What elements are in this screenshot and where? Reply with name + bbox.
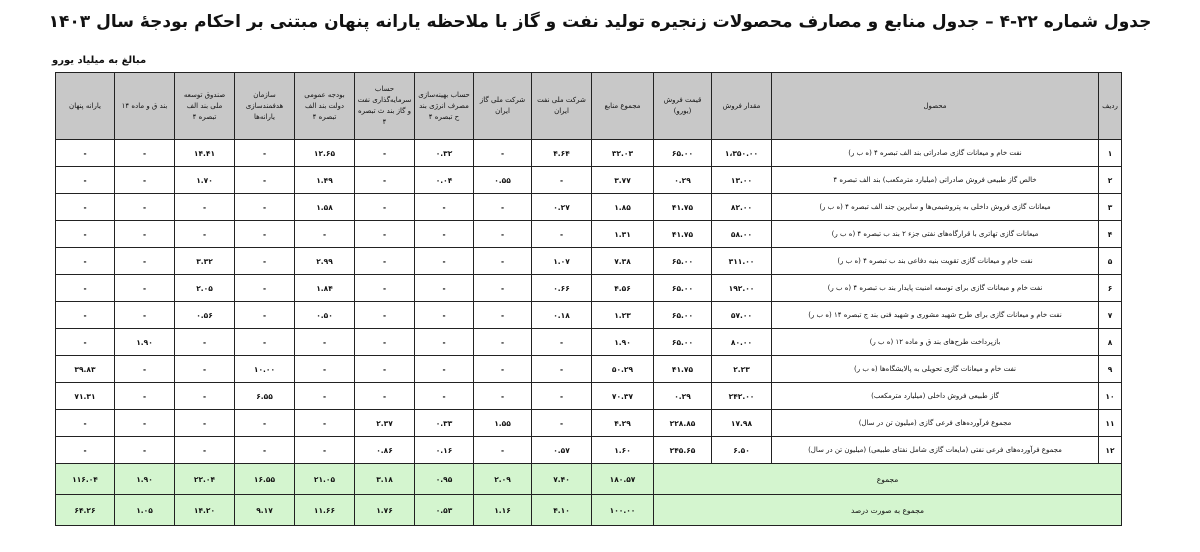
cell-price: ۶۵.۰۰ <box>654 329 712 356</box>
cell-targeted: - <box>235 140 295 167</box>
cell-budget: ۱.۸۴ <box>295 275 355 302</box>
cell-hidden: - <box>56 410 115 437</box>
table-row <box>56 140 1122 167</box>
cell-band-q: - <box>115 302 175 329</box>
cell-targeted: - <box>235 329 295 356</box>
cell-band-q: - <box>115 437 175 464</box>
cell-targeted: ۶.۵۵ <box>235 383 295 410</box>
cell-nioc: - <box>532 356 592 383</box>
cell-targeted: - <box>235 410 295 437</box>
col-header-energy-optimization: حساب بهینه‌سازی مصرف انرژی بند ح تبصره ۴ <box>415 73 474 140</box>
cell-ndf: - <box>175 221 235 248</box>
cell-product: نفت خام و میعانات گازی برای توسعه امنیت پایدار بند ب تبصره ۴ (ه ب ر) <box>772 275 1099 302</box>
cell-budget: ۱.۵۸ <box>295 194 355 221</box>
cell-nigc: - <box>474 329 532 356</box>
cell-product: خالص گاز طبیعی فروش صادراتی (میلیارد مترمکعب) بند الف تبصره ۴ <box>772 167 1099 194</box>
cell-total: ۵۰.۲۹ <box>592 356 654 383</box>
cell-optim: - <box>415 302 474 329</box>
page-title: جدول شماره ۲۲-۴ – جدول منابع و مصارف محصولات زنجیره تولید نفت و گاز با ملاحظه یارانه پنهان مبتنی بر احکام بودجهٔ سال ۱۴۰۳ <box>48 12 1152 32</box>
cell-nigc: - <box>474 356 532 383</box>
cell-no: ۱۱ <box>1099 410 1122 437</box>
cell-band-q: - <box>115 248 175 275</box>
col-header-sales-price: قیمت فروش (یورو) <box>654 73 712 140</box>
cell-budget: - <box>295 410 355 437</box>
cell-targeted: - <box>235 221 295 248</box>
table-row <box>56 167 1122 194</box>
cell-qty: ۱۹۲.۰۰ <box>712 275 772 302</box>
table-body <box>56 140 1122 526</box>
unit-label: مبالغ به میلیاد یورو <box>52 55 147 66</box>
cell-total: ۷۰.۳۷ <box>592 383 654 410</box>
cell-hidden: - <box>56 275 115 302</box>
cell-invest: - <box>355 356 415 383</box>
cell-optim: - <box>415 383 474 410</box>
cell-ndf: - <box>175 383 235 410</box>
total-cell-targeted: ۹.۱۷ <box>235 495 295 526</box>
cell-ndf: - <box>175 437 235 464</box>
cell-total: ۱.۹۰ <box>592 329 654 356</box>
cell-ndf: ۳.۳۲ <box>175 248 235 275</box>
cell-optim: - <box>415 275 474 302</box>
total-label: مجموع <box>654 464 1122 495</box>
cell-budget: - <box>295 329 355 356</box>
total-cell-total: ۱۸۰.۵۷ <box>592 464 654 495</box>
cell-budget: ۲.۹۹ <box>295 248 355 275</box>
table-row <box>56 221 1122 248</box>
table-row <box>56 410 1122 437</box>
cell-price: ۶۵.۰۰ <box>654 248 712 275</box>
total-cell-invest: ۳.۱۸ <box>355 464 415 495</box>
cell-qty: ۲۴۲.۰۰ <box>712 383 772 410</box>
cell-total: ۳۲.۰۳ <box>592 140 654 167</box>
cell-price: ۰.۲۹ <box>654 167 712 194</box>
cell-hidden: - <box>56 329 115 356</box>
col-header-nigc: شرکت ملی گاز ایران <box>474 73 532 140</box>
table-row <box>56 356 1122 383</box>
cell-nigc: ۱.۵۵ <box>474 410 532 437</box>
total-cell-nioc: ۷.۴۰ <box>532 464 592 495</box>
cell-nigc: - <box>474 140 532 167</box>
cell-hidden: - <box>56 302 115 329</box>
cell-nioc: - <box>532 410 592 437</box>
cell-total: ۱.۳۱ <box>592 221 654 248</box>
cell-nigc: - <box>474 302 532 329</box>
total-cell-invest: ۱.۷۶ <box>355 495 415 526</box>
cell-qty: ۱۷.۹۸ <box>712 410 772 437</box>
cell-targeted: - <box>235 302 295 329</box>
cell-no: ۱۲ <box>1099 437 1122 464</box>
cell-targeted: ۱۰.۰۰ <box>235 356 295 383</box>
cell-price: ۶۵.۰۰ <box>654 140 712 167</box>
total-cell-ndf: ۲۲.۰۴ <box>175 464 235 495</box>
cell-optim: - <box>415 221 474 248</box>
cell-nigc: - <box>474 221 532 248</box>
cell-ndf: - <box>175 194 235 221</box>
table-row <box>56 329 1122 356</box>
sources-uses-table <box>55 72 1122 526</box>
cell-total: ۴.۵۶ <box>592 275 654 302</box>
cell-qty: ۸۲.۰۰ <box>712 194 772 221</box>
cell-total: ۱.۸۵ <box>592 194 654 221</box>
cell-invest: - <box>355 221 415 248</box>
cell-hidden: - <box>56 437 115 464</box>
cell-no: ۷ <box>1099 302 1122 329</box>
cell-invest: ۰.۸۶ <box>355 437 415 464</box>
table-row <box>56 248 1122 275</box>
cell-no: ۹ <box>1099 356 1122 383</box>
total-cell-targeted: ۱۶.۵۵ <box>235 464 295 495</box>
cell-band-q: - <box>115 383 175 410</box>
col-header-product: محصول <box>772 73 1099 140</box>
total-cell-nioc: ۴.۱۰ <box>532 495 592 526</box>
total-row <box>56 495 1122 526</box>
table-row <box>56 194 1122 221</box>
cell-ndf: - <box>175 356 235 383</box>
cell-hidden: ۷۱.۳۱ <box>56 383 115 410</box>
cell-product: مجموع فرآورده‌های فرعی نفتی (مایعات گازی شامل نفتای طبیعی) (میلیون تن در سال) <box>772 437 1099 464</box>
cell-budget: ۱.۴۹ <box>295 167 355 194</box>
total-cell-optim: ۰.۹۵ <box>415 464 474 495</box>
cell-budget: - <box>295 221 355 248</box>
cell-invest: - <box>355 194 415 221</box>
total-cell-ndf: ۱۴.۲۰ <box>175 495 235 526</box>
cell-optim: ۰.۱۶ <box>415 437 474 464</box>
col-header-subsidy-org: سازمان هدفمندسازی یارانه‌ها <box>235 73 295 140</box>
cell-qty: ۵۷.۰۰ <box>712 302 772 329</box>
cell-qty: ۵۸.۰۰ <box>712 221 772 248</box>
cell-invest: - <box>355 302 415 329</box>
cell-nigc: - <box>474 194 532 221</box>
cell-price: ۴۱.۷۵ <box>654 194 712 221</box>
col-header-sales-qty: مقدار فروش <box>712 73 772 140</box>
cell-price: ۴۱.۷۵ <box>654 221 712 248</box>
cell-targeted: - <box>235 167 295 194</box>
table-row <box>56 302 1122 329</box>
cell-product: گاز طبیعی فروش داخلی (میلیارد مترمکعب) <box>772 383 1099 410</box>
cell-invest: - <box>355 329 415 356</box>
cell-invest: - <box>355 275 415 302</box>
cell-budget: ۰.۵۰ <box>295 302 355 329</box>
cell-targeted: - <box>235 275 295 302</box>
cell-no: ۳ <box>1099 194 1122 221</box>
table-row <box>56 437 1122 464</box>
col-header-band-q: بند ق و ماده ۱۴ <box>115 73 175 140</box>
header-row <box>56 73 1122 140</box>
cell-nioc: - <box>532 329 592 356</box>
cell-nioc: ۰.۶۶ <box>532 275 592 302</box>
cell-qty: ۱۳.۰۰ <box>712 167 772 194</box>
col-header-total-sources: مجموع منابع <box>592 73 654 140</box>
cell-nioc: ۰.۲۷ <box>532 194 592 221</box>
cell-price: ۰.۲۹ <box>654 383 712 410</box>
cell-qty: ۶.۵۰ <box>712 437 772 464</box>
cell-nigc: ۰.۵۵ <box>474 167 532 194</box>
cell-targeted: - <box>235 437 295 464</box>
cell-total: ۷.۳۸ <box>592 248 654 275</box>
cell-band-q: - <box>115 356 175 383</box>
table-row <box>56 383 1122 410</box>
cell-ndf: ۲.۰۵ <box>175 275 235 302</box>
cell-budget: - <box>295 383 355 410</box>
total-row <box>56 464 1122 495</box>
total-cell-optim: ۰.۵۳ <box>415 495 474 526</box>
total-cell-hidden: ۱۱۶.۰۴ <box>56 464 115 495</box>
cell-band-q: - <box>115 275 175 302</box>
cell-nioc: ۰.۵۷ <box>532 437 592 464</box>
cell-qty: ۸۰.۰۰ <box>712 329 772 356</box>
total-cell-nigc: ۱.۱۶ <box>474 495 532 526</box>
cell-no: ۱ <box>1099 140 1122 167</box>
cell-total: ۳.۷۷ <box>592 167 654 194</box>
cell-product: میعانات گازی فروش داخلی به پتروشیمی‌ها و سایرین جند الف تبصره ۴ (ه ب ر) <box>772 194 1099 221</box>
cell-targeted: - <box>235 194 295 221</box>
cell-product: مجموع فرآورده‌های فرعی گازی (میلیون تن در سال) <box>772 410 1099 437</box>
cell-nigc: - <box>474 248 532 275</box>
cell-optim: - <box>415 329 474 356</box>
total-label: مجموع به صورت درصد <box>654 495 1122 526</box>
col-header-row-number: ردیف <box>1099 73 1122 140</box>
cell-nigc: - <box>474 437 532 464</box>
cell-band-q: ۱.۹۰ <box>115 329 175 356</box>
cell-total: ۱.۲۳ <box>592 302 654 329</box>
col-header-oil-gas-investment: حساب سرمایه‌گذاری نفت و گاز بند ث تبصره ۴ <box>355 73 415 140</box>
cell-nigc: - <box>474 275 532 302</box>
cell-nioc: ۴.۶۴ <box>532 140 592 167</box>
cell-band-q: - <box>115 140 175 167</box>
cell-targeted: - <box>235 248 295 275</box>
total-cell-hidden: ۶۴.۲۶ <box>56 495 115 526</box>
cell-hidden: - <box>56 221 115 248</box>
cell-hidden: - <box>56 194 115 221</box>
cell-optim: - <box>415 194 474 221</box>
cell-invest: - <box>355 248 415 275</box>
cell-total: ۴.۲۹ <box>592 410 654 437</box>
total-cell-total: ۱۰۰.۰۰ <box>592 495 654 526</box>
cell-no: ۶ <box>1099 275 1122 302</box>
cell-optim: ۰.۰۴ <box>415 167 474 194</box>
cell-product: نفت خام و میعانات گازی برای طرح شهید مشوری و شهید فنی بند ج تبصره ۱۴ (ه ب ر) <box>772 302 1099 329</box>
cell-optim: - <box>415 356 474 383</box>
total-cell-nigc: ۲.۰۹ <box>474 464 532 495</box>
cell-band-q: - <box>115 221 175 248</box>
cell-invest: - <box>355 140 415 167</box>
cell-no: ۵ <box>1099 248 1122 275</box>
cell-band-q: - <box>115 167 175 194</box>
cell-hidden: - <box>56 140 115 167</box>
cell-product: بازپرداخت طرح‌های بند ق و ماده ۱۲ (ه ب ر) <box>772 329 1099 356</box>
cell-nioc: ۰.۱۸ <box>532 302 592 329</box>
cell-hidden: ۳۹.۸۳ <box>56 356 115 383</box>
cell-nioc: - <box>532 167 592 194</box>
cell-nioc: - <box>532 221 592 248</box>
cell-product: نفت خام و میعانات گازی تقویت بنیه دفاعی بند ب تبصره ۴ (ه ب ر) <box>772 248 1099 275</box>
cell-ndf: - <box>175 329 235 356</box>
cell-nioc: - <box>532 383 592 410</box>
cell-price: ۶۵.۰۰ <box>654 302 712 329</box>
col-header-ndf: صندوق توسعه ملی بند الف تبصره ۴ <box>175 73 235 140</box>
total-cell-budget: ۱۱.۶۶ <box>295 495 355 526</box>
cell-total: ۱.۶۰ <box>592 437 654 464</box>
cell-hidden: - <box>56 167 115 194</box>
cell-no: ۲ <box>1099 167 1122 194</box>
cell-product: میعانات گازی تهاتری با قرارگاه‌های نفتی جزء ۲ بند ب تبصره ۴ (ه ب ر) <box>772 221 1099 248</box>
cell-ndf: - <box>175 410 235 437</box>
cell-ndf: ۱.۷۰ <box>175 167 235 194</box>
cell-optim: - <box>415 248 474 275</box>
cell-price: ۲۴۵.۶۵ <box>654 437 712 464</box>
cell-hidden: - <box>56 248 115 275</box>
cell-optim: ۰.۳۲ <box>415 140 474 167</box>
cell-nigc: - <box>474 383 532 410</box>
cell-band-q: - <box>115 410 175 437</box>
col-header-hidden-subsidy: یارانه پنهان <box>56 73 115 140</box>
cell-no: ۱۰ <box>1099 383 1122 410</box>
cell-qty: ۲.۲۳ <box>712 356 772 383</box>
cell-budget: - <box>295 356 355 383</box>
cell-invest: - <box>355 383 415 410</box>
cell-nioc: ۱.۰۷ <box>532 248 592 275</box>
cell-budget: - <box>295 437 355 464</box>
cell-ndf: ۱۴.۴۱ <box>175 140 235 167</box>
cell-band-q: - <box>115 194 175 221</box>
cell-product: نفت خام و میعانات گازی صادراتی بند الف تبصره ۴ (ه ب ر) <box>772 140 1099 167</box>
col-header-general-budget: بودجه عمومی دولت بند الف تبصره ۴ <box>295 73 355 140</box>
total-cell-budget: ۲۱.۰۵ <box>295 464 355 495</box>
col-header-nioc: شرکت ملی نفت ایران <box>532 73 592 140</box>
cell-qty: ۱،۳۵۰.۰۰ <box>712 140 772 167</box>
cell-budget: ۱۲.۶۵ <box>295 140 355 167</box>
cell-product: نفت خام و میعانات گازی تحویلی به پالایشگاه‌ها (ه ب ر) <box>772 356 1099 383</box>
cell-optim: ۰.۳۳ <box>415 410 474 437</box>
cell-invest: - <box>355 167 415 194</box>
table-row <box>56 275 1122 302</box>
cell-price: ۴۱.۷۵ <box>654 356 712 383</box>
cell-no: ۸ <box>1099 329 1122 356</box>
cell-price: ۲۲۸.۸۵ <box>654 410 712 437</box>
total-cell-band-q: ۱.۰۵ <box>115 495 175 526</box>
cell-ndf: ۰.۵۶ <box>175 302 235 329</box>
cell-qty: ۳۱۱.۰۰ <box>712 248 772 275</box>
cell-no: ۴ <box>1099 221 1122 248</box>
total-cell-band-q: ۱.۹۰ <box>115 464 175 495</box>
cell-invest: ۲.۳۷ <box>355 410 415 437</box>
cell-price: ۶۵.۰۰ <box>654 275 712 302</box>
